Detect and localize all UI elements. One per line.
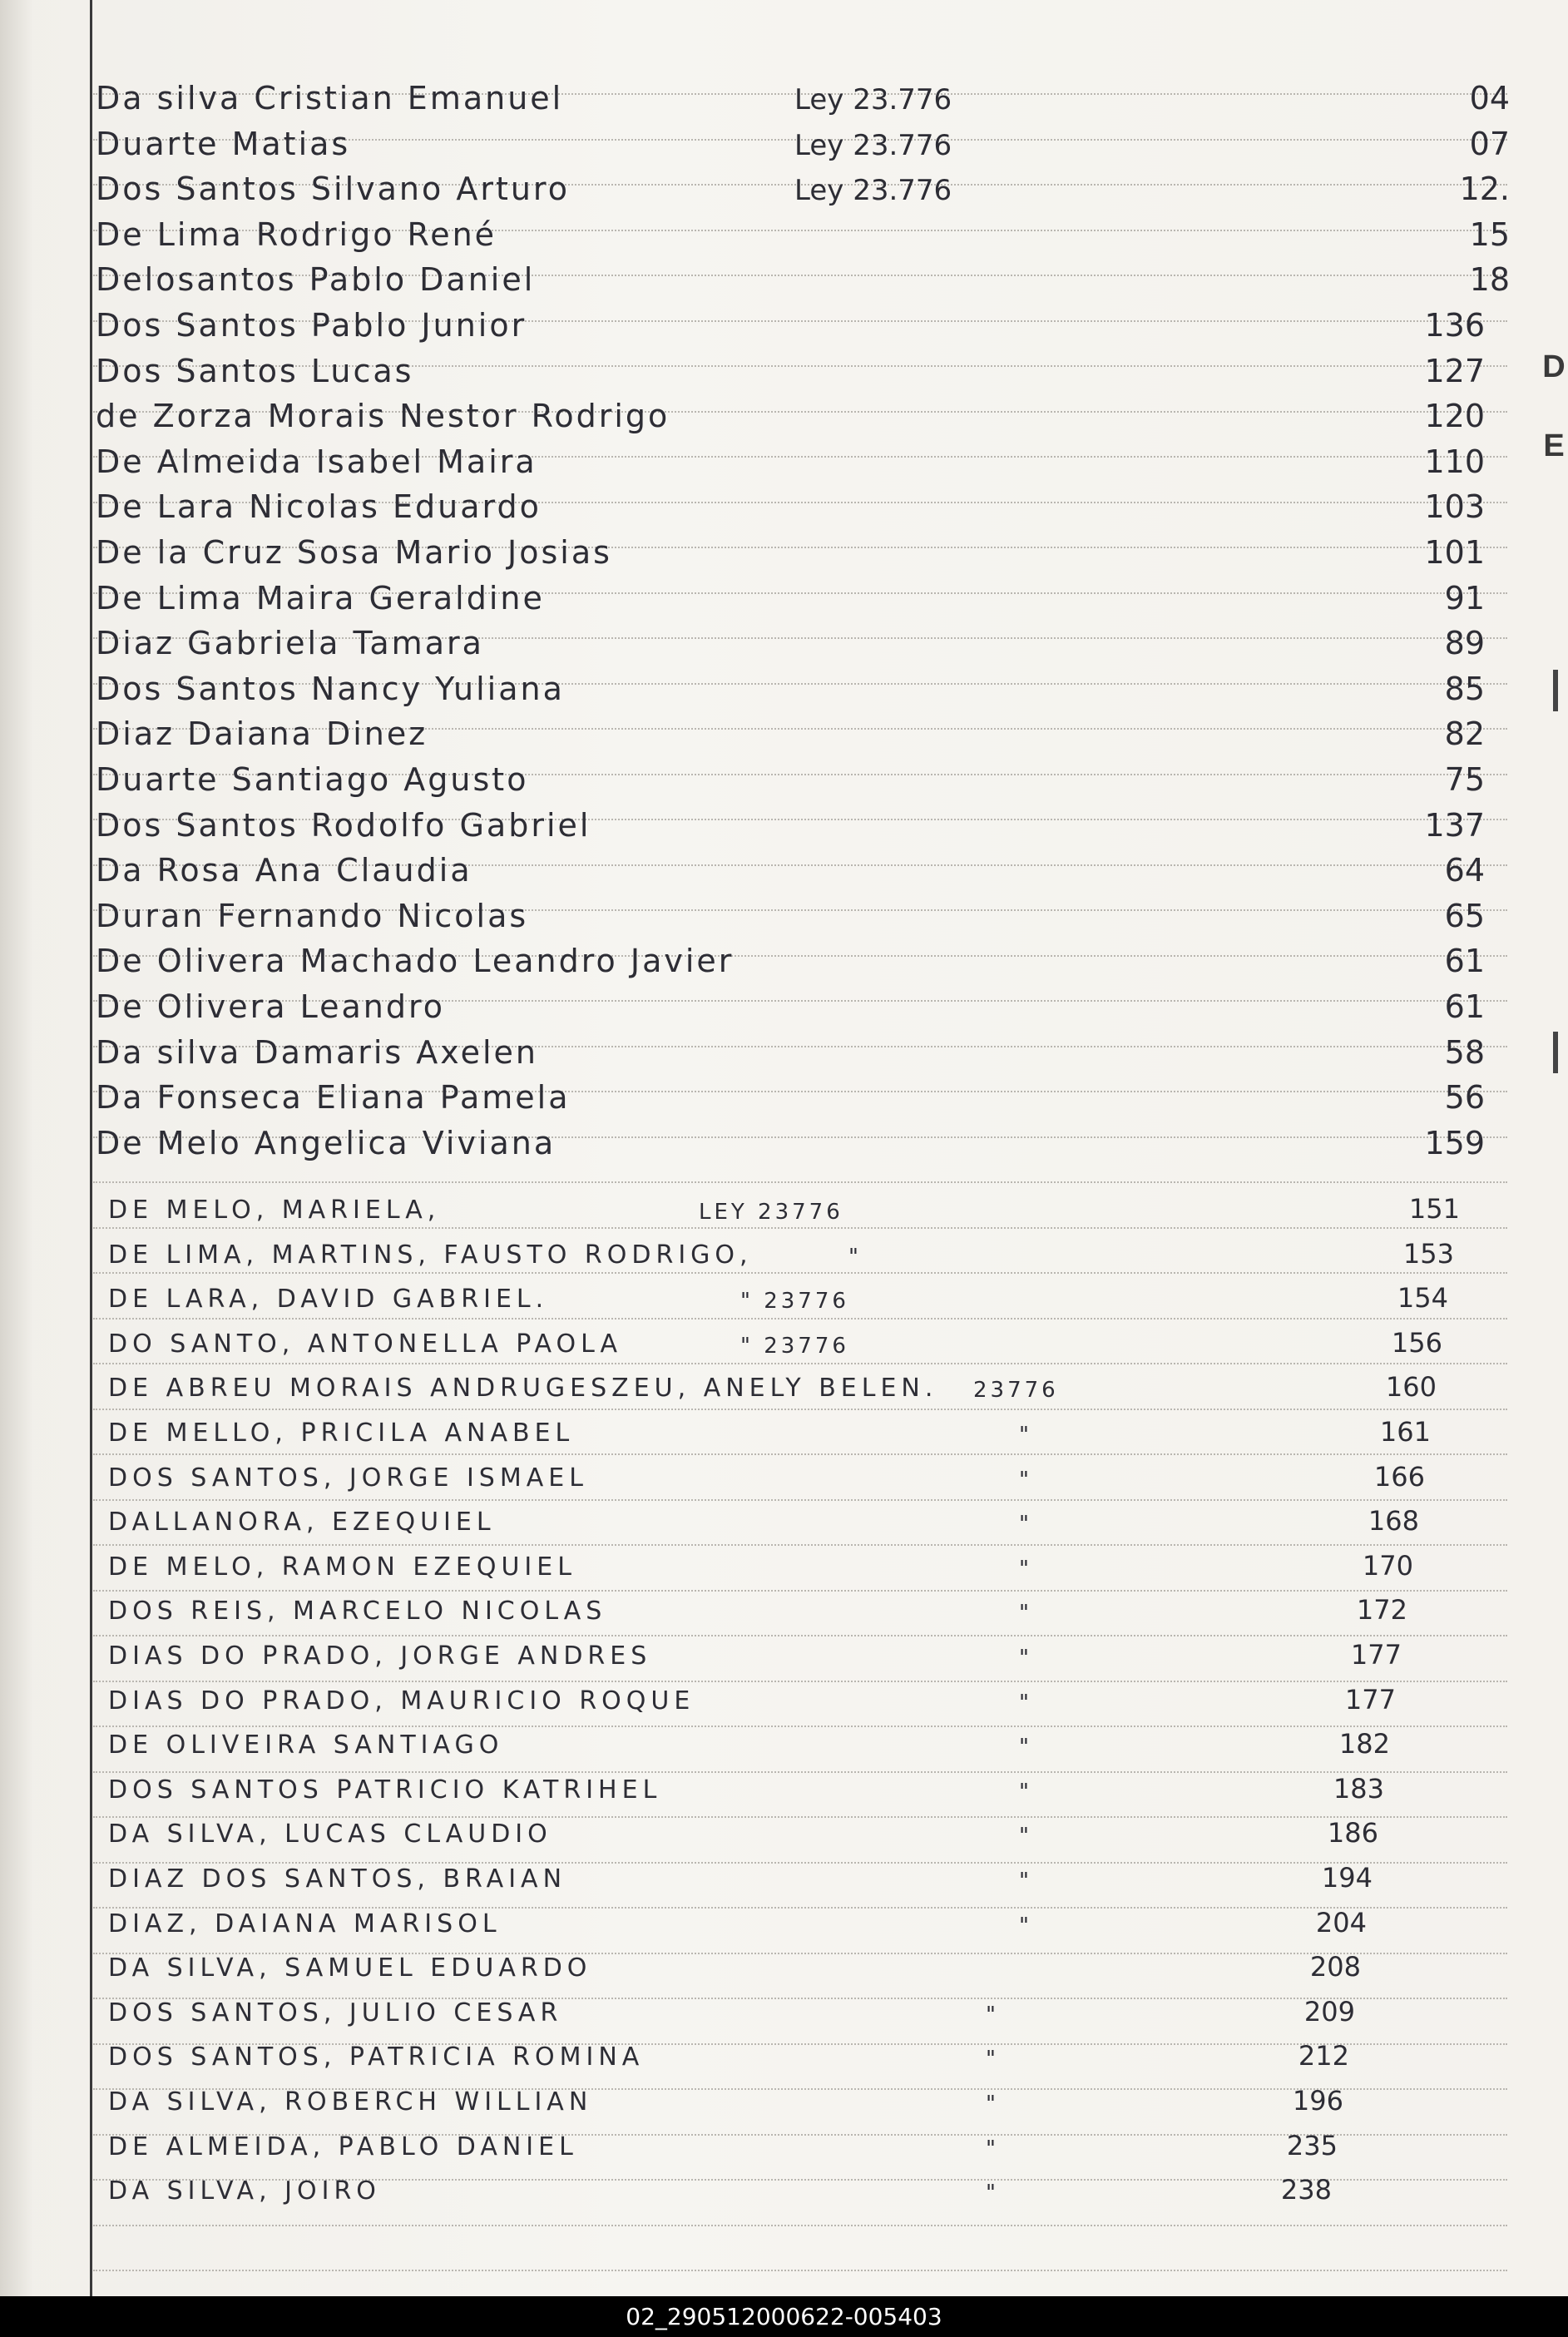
row-number: 136 bbox=[1424, 307, 1485, 344]
row-name: DOS SANTOS, PATRICIA ROMINA bbox=[108, 2042, 645, 2072]
row-law-reference: Ley 23.776 bbox=[794, 174, 952, 208]
row-name: de Zorza Morais Nestor Rodrigo bbox=[96, 398, 670, 435]
row-number: 04 bbox=[1469, 80, 1510, 116]
row-name: DIAZ, DAIANA MARISOL bbox=[108, 1909, 502, 1938]
row-name: DE MELO, RAMON EZEQUIEL bbox=[108, 1552, 576, 1582]
row-number: 89 bbox=[1444, 625, 1485, 662]
row-name: DA SILVA, LUCAS CLAUDIO bbox=[108, 1820, 552, 1849]
row-name: DIAS DO PRADO, MAURICIO ROQUE bbox=[108, 1686, 695, 1716]
row-number: 159 bbox=[1424, 1124, 1485, 1161]
table-row bbox=[0, 620, 1568, 666]
row-name: Da silva Damaris Axelen bbox=[96, 1033, 539, 1071]
row-number: 182 bbox=[1338, 1728, 1390, 1760]
table-row bbox=[0, 1228, 1568, 1275]
row-law-reference: Ley 23.776 bbox=[794, 128, 952, 162]
table-row bbox=[0, 1361, 1568, 1408]
table-row bbox=[0, 256, 1568, 303]
table-row bbox=[0, 1272, 1568, 1319]
row-name: Da silva Cristian Emanuel bbox=[96, 80, 564, 116]
row-name: DA SILVA, ROBERCH WILLIAN bbox=[108, 2087, 593, 2117]
row-law-reference: " bbox=[986, 2136, 999, 2161]
row-number: 07 bbox=[1469, 125, 1510, 162]
table-row bbox=[0, 1584, 1568, 1631]
row-name: Diaz Gabriela Tamara bbox=[96, 625, 484, 662]
table-row bbox=[0, 1540, 1568, 1587]
row-number: 161 bbox=[1379, 1416, 1431, 1448]
table-row bbox=[0, 1451, 1568, 1498]
row-name: Dos Santos Silvano Arturo bbox=[96, 171, 570, 208]
row-name: DE ALMEIDA, PABLO DANIEL bbox=[108, 2132, 578, 2161]
table-row bbox=[0, 2120, 1568, 2166]
table-row bbox=[0, 983, 1568, 1030]
row-number: 65 bbox=[1444, 897, 1485, 934]
row-number: 160 bbox=[1385, 1371, 1437, 1404]
row-number: 166 bbox=[1373, 1460, 1425, 1493]
row-name: DA SILVA, JOIRO bbox=[108, 2176, 381, 2206]
table-row bbox=[0, 1674, 1568, 1721]
row-law-reference: LEY 23776 bbox=[699, 1200, 843, 1225]
footer-id: 02_290512000622-005403 bbox=[0, 2296, 1568, 2337]
table-row bbox=[0, 1986, 1568, 2032]
table-row bbox=[0, 1629, 1568, 1676]
index-tab-e: E bbox=[1543, 428, 1565, 463]
table-row bbox=[0, 666, 1568, 712]
table-row bbox=[0, 121, 1568, 167]
row-number: 204 bbox=[1315, 1906, 1367, 1938]
row-number: 137 bbox=[1424, 806, 1485, 844]
row-number: 64 bbox=[1444, 852, 1485, 889]
row-name: DALLANORA, EZEQUIEL bbox=[108, 1508, 496, 1537]
row-name: Dos Santos Pablo Junior bbox=[96, 307, 527, 344]
row-number: 156 bbox=[1391, 1326, 1442, 1359]
table-row bbox=[0, 1120, 1568, 1166]
table-row bbox=[0, 802, 1568, 849]
row-law-reference: " bbox=[848, 1244, 862, 1270]
row-number: 151 bbox=[1408, 1193, 1460, 1225]
table-row bbox=[0, 302, 1568, 349]
row-name: De Olivera Machado Leandro Javier bbox=[96, 943, 735, 980]
row-name: DE OLIVEIRA SANTIAGO bbox=[108, 1730, 504, 1760]
table-row bbox=[0, 1406, 1568, 1453]
row-law-reference: " bbox=[986, 2092, 999, 2117]
row-number: 120 bbox=[1424, 398, 1485, 435]
row-number: 12. bbox=[1459, 171, 1510, 208]
table-row bbox=[0, 2164, 1568, 2211]
row-law-reference: " bbox=[986, 2047, 999, 2072]
row-name: DE ABREU MORAIS ANDRUGESZEU, ANELY BELEN. bbox=[108, 1374, 938, 1404]
table-row bbox=[0, 483, 1568, 530]
row-number: 177 bbox=[1344, 1683, 1396, 1716]
table-row bbox=[0, 1074, 1568, 1121]
row-number: 91 bbox=[1444, 579, 1485, 616]
row-name: DE LIMA, MARTINS, FAUSTO RODRIGO, bbox=[108, 1240, 753, 1270]
table-row bbox=[0, 348, 1568, 394]
row-law-reference: " bbox=[1019, 1869, 1032, 1894]
row-number: 127 bbox=[1424, 352, 1485, 389]
row-name: Delosantos Pablo Daniel bbox=[96, 261, 536, 299]
row-law-reference: " bbox=[986, 2002, 999, 2028]
row-law-reference: " bbox=[1019, 1423, 1032, 1448]
row-number: 82 bbox=[1444, 715, 1485, 753]
table-row bbox=[0, 166, 1568, 212]
row-number: 15 bbox=[1469, 215, 1510, 253]
row-law-reference: Ley 23.776 bbox=[794, 83, 952, 116]
table-row bbox=[0, 711, 1568, 757]
row-number: 209 bbox=[1303, 1995, 1355, 2028]
row-law-reference: " bbox=[1019, 1913, 1032, 1938]
table-row bbox=[0, 211, 1568, 258]
row-number: 61 bbox=[1444, 943, 1485, 980]
row-name: De Olivera Leandro bbox=[96, 988, 446, 1025]
row-number: 235 bbox=[1286, 2129, 1338, 2161]
row-number: 58 bbox=[1444, 1033, 1485, 1071]
index-tab-d: D bbox=[1542, 349, 1566, 384]
row-number: 172 bbox=[1356, 1594, 1407, 1626]
row-name: DE MELLO, PRICILA ANABEL bbox=[108, 1419, 575, 1448]
row-name: DIAZ DOS SANTOS, BRAIAN bbox=[108, 1864, 567, 1894]
row-number: 56 bbox=[1444, 1079, 1485, 1117]
row-number: 208 bbox=[1309, 1951, 1361, 1983]
row-name: Da Fonseca Eliana Pamela bbox=[96, 1079, 571, 1117]
row-name: De Melo Angelica Viviana bbox=[96, 1124, 556, 1161]
row-number: 154 bbox=[1397, 1282, 1448, 1315]
row-name: De la Cruz Sosa Mario Josias bbox=[96, 534, 612, 571]
row-name: DE MELO, MARIELA, bbox=[108, 1196, 441, 1225]
table-row bbox=[0, 1183, 1568, 1230]
table-row bbox=[0, 1807, 1568, 1854]
table-row bbox=[0, 1763, 1568, 1810]
row-name: DO SANTO, ANTONELLA PAOLA bbox=[108, 1329, 623, 1359]
row-name: Duarte Matias bbox=[96, 125, 351, 162]
row-law-reference: " bbox=[1019, 1646, 1032, 1671]
row-law-reference: " bbox=[1019, 1779, 1032, 1805]
row-name: De Almeida Isabel Maira bbox=[96, 443, 537, 480]
table-row bbox=[0, 938, 1568, 984]
row-law-reference: " 23776 bbox=[740, 1289, 849, 1315]
table-row bbox=[0, 1941, 1568, 1988]
table-row bbox=[0, 75, 1568, 121]
row-law-reference: " bbox=[1019, 1824, 1032, 1849]
row-name: Duran Fernando Nicolas bbox=[96, 897, 529, 934]
ruled-line bbox=[93, 2225, 1507, 2226]
row-name: DOS SANTOS PATRICIO KATRIHEL bbox=[108, 1775, 662, 1805]
row-number: 183 bbox=[1333, 1772, 1384, 1805]
table-row bbox=[0, 1317, 1568, 1364]
table-row bbox=[0, 1718, 1568, 1765]
row-number: 85 bbox=[1444, 670, 1485, 707]
row-law-reference: " bbox=[1019, 1601, 1032, 1626]
table-row bbox=[0, 2030, 1568, 2077]
row-number: 75 bbox=[1444, 761, 1485, 798]
row-name: Dos Santos Rodolfo Gabriel bbox=[96, 806, 591, 844]
row-number: 212 bbox=[1298, 2040, 1349, 2072]
row-name: DOS SANTOS, JORGE ISMAEL bbox=[108, 1463, 588, 1493]
table-row bbox=[0, 393, 1568, 439]
table-row bbox=[0, 529, 1568, 576]
table-row bbox=[0, 756, 1568, 803]
row-name: De Lara Nicolas Eduardo bbox=[96, 488, 542, 526]
table-row bbox=[0, 575, 1568, 621]
table-row bbox=[0, 847, 1568, 894]
row-law-reference: " bbox=[1019, 1467, 1032, 1493]
table-row bbox=[0, 1495, 1568, 1542]
row-name: DOS SANTOS, JULIO CESAR bbox=[108, 1998, 563, 2028]
table-row bbox=[0, 2075, 1568, 2122]
row-number: 177 bbox=[1350, 1639, 1402, 1671]
row-number: 194 bbox=[1321, 1862, 1373, 1894]
row-number: 153 bbox=[1402, 1237, 1454, 1270]
row-law-reference: " bbox=[1019, 1512, 1032, 1537]
ruled-line bbox=[93, 2270, 1507, 2271]
row-number: 186 bbox=[1327, 1817, 1378, 1849]
table-row bbox=[0, 1897, 1568, 1943]
row-name: Da Rosa Ana Claudia bbox=[96, 852, 472, 889]
row-number: 168 bbox=[1368, 1505, 1419, 1537]
row-name: DA SILVA, SAMUEL EDUARDO bbox=[108, 1953, 592, 1983]
row-name: De Lima Maira Geraldine bbox=[96, 579, 545, 616]
row-number: 61 bbox=[1444, 988, 1485, 1025]
row-law-reference: " bbox=[1019, 1556, 1032, 1582]
row-name: DIAS DO PRADO, JORGE ANDRES bbox=[108, 1641, 652, 1671]
row-name: De Lima Rodrigo René bbox=[96, 215, 497, 253]
row-law-reference: " 23776 bbox=[740, 1333, 849, 1359]
row-law-reference: " bbox=[986, 2181, 999, 2206]
table-row bbox=[0, 893, 1568, 939]
row-number: 18 bbox=[1469, 261, 1510, 299]
row-number: 238 bbox=[1280, 2174, 1332, 2206]
row-number: 110 bbox=[1424, 443, 1485, 480]
row-number: 196 bbox=[1292, 2085, 1343, 2117]
row-name: Dos Santos Nancy Yuliana bbox=[96, 670, 565, 707]
row-number: 170 bbox=[1362, 1549, 1413, 1582]
row-name: DOS REIS, MARCELO NICOLAS bbox=[108, 1597, 607, 1626]
table-row bbox=[0, 1852, 1568, 1899]
row-law-reference: " bbox=[1019, 1735, 1032, 1760]
row-law-reference: 23776 bbox=[973, 1378, 1059, 1404]
row-name: DE LARA, DAVID GABRIEL. bbox=[108, 1285, 549, 1315]
table-row bbox=[0, 438, 1568, 485]
table-row bbox=[0, 1029, 1568, 1076]
tab-marker bbox=[1553, 670, 1558, 711]
row-number: 101 bbox=[1424, 534, 1485, 571]
row-name: Diaz Daiana Dinez bbox=[96, 715, 428, 753]
row-name: Dos Santos Lucas bbox=[96, 352, 414, 389]
row-law-reference: " bbox=[1019, 1690, 1032, 1716]
row-name: Duarte Santiago Agusto bbox=[96, 761, 529, 798]
row-number: 103 bbox=[1424, 488, 1485, 526]
tab-marker bbox=[1553, 1032, 1558, 1073]
